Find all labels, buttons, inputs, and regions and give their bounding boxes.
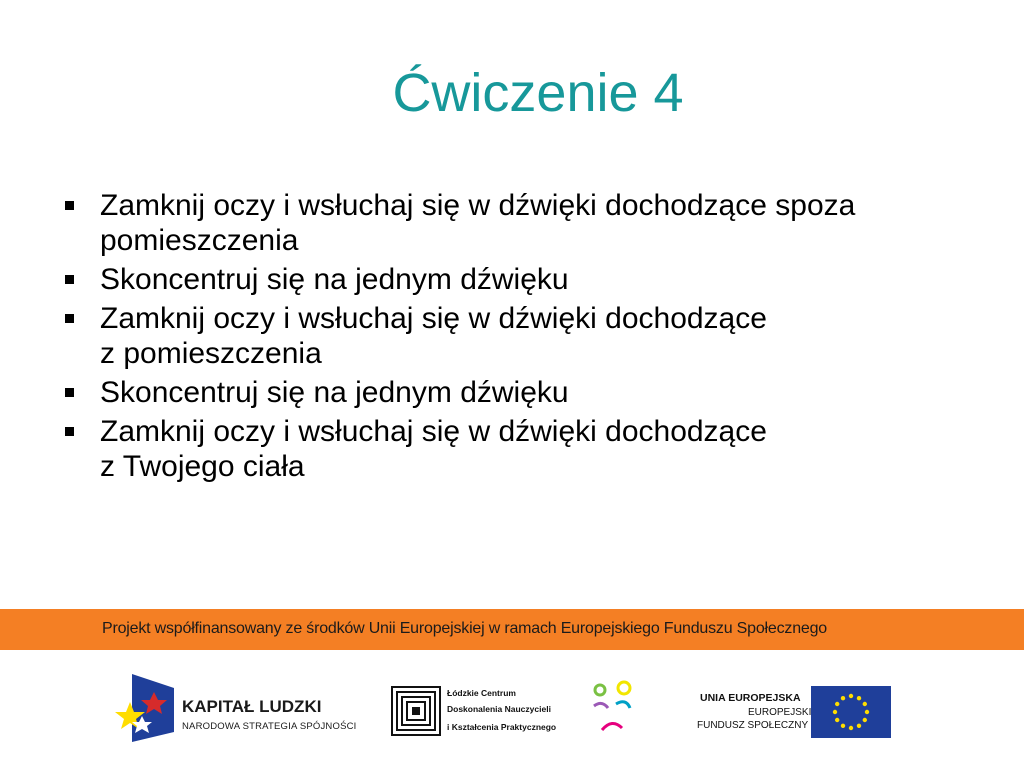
- kapital-ludzki-logo-icon: [112, 672, 178, 744]
- ldn-logo-icon: [391, 686, 441, 736]
- bullet-marker: [65, 275, 74, 284]
- eu-fund-label: EUROPEJSKI: [748, 707, 812, 718]
- eu-flag-icon: [811, 686, 891, 738]
- bullet-line: Zamknij oczy i wsłuchaj się w dźwięki dochodzące: [100, 415, 767, 448]
- eu-union-label: UNIA EUROPEJSKA: [700, 692, 801, 704]
- kapital-ludzki-subtitle: NARODOWA STRATEGIA SPÓJNOŚCI: [182, 721, 357, 732]
- bullet-line: pomieszczenia: [100, 224, 299, 257]
- bullet-line: Zamknij oczy i wsłuchaj się w dźwięki dochodzące spoza: [100, 189, 856, 222]
- list-item: [62, 262, 992, 297]
- kapital-ludzki-name: KAPITAŁ LUDZKI: [182, 697, 322, 716]
- list-item: [62, 375, 992, 410]
- slide-title: Ćwiczenie 4: [392, 63, 684, 123]
- regional-emblem-icon: [588, 678, 636, 744]
- ldn-name-line: i Kształcenia Praktycznego: [447, 722, 557, 732]
- list-item: [62, 301, 992, 371]
- bullet-line: Skoncentruj się na jednym dźwięku: [100, 376, 569, 409]
- bullet-marker: [65, 314, 74, 323]
- bullet-list: [62, 188, 992, 488]
- bullet-line: Zamknij oczy i wsłuchaj się w dźwięki dochodzące: [100, 302, 767, 335]
- list-item: [62, 188, 992, 258]
- list-item: [62, 414, 992, 484]
- bullet-line: Skoncentruj się na jednym dźwięku: [100, 263, 569, 296]
- bullet-marker: [65, 427, 74, 436]
- cofinancing-band: [0, 609, 1024, 650]
- ldn-name-line: Doskonalenia Nauczycieli: [447, 704, 551, 714]
- bullet-line: z pomieszczenia: [100, 337, 322, 370]
- bullet-marker: [65, 201, 74, 210]
- cofinancing-text: Projekt współfinansowany ze środków Unii Europejskiej w ramach Europejskiego Funduszu Społecznego: [102, 620, 827, 637]
- bullet-marker: [65, 388, 74, 397]
- bullet-line: z Twojego ciała: [100, 450, 305, 483]
- ldn-name-line: Łódzkie Centrum: [447, 688, 516, 698]
- eu-fund-label: FUNDUSZ SPOŁECZNY: [697, 720, 809, 731]
